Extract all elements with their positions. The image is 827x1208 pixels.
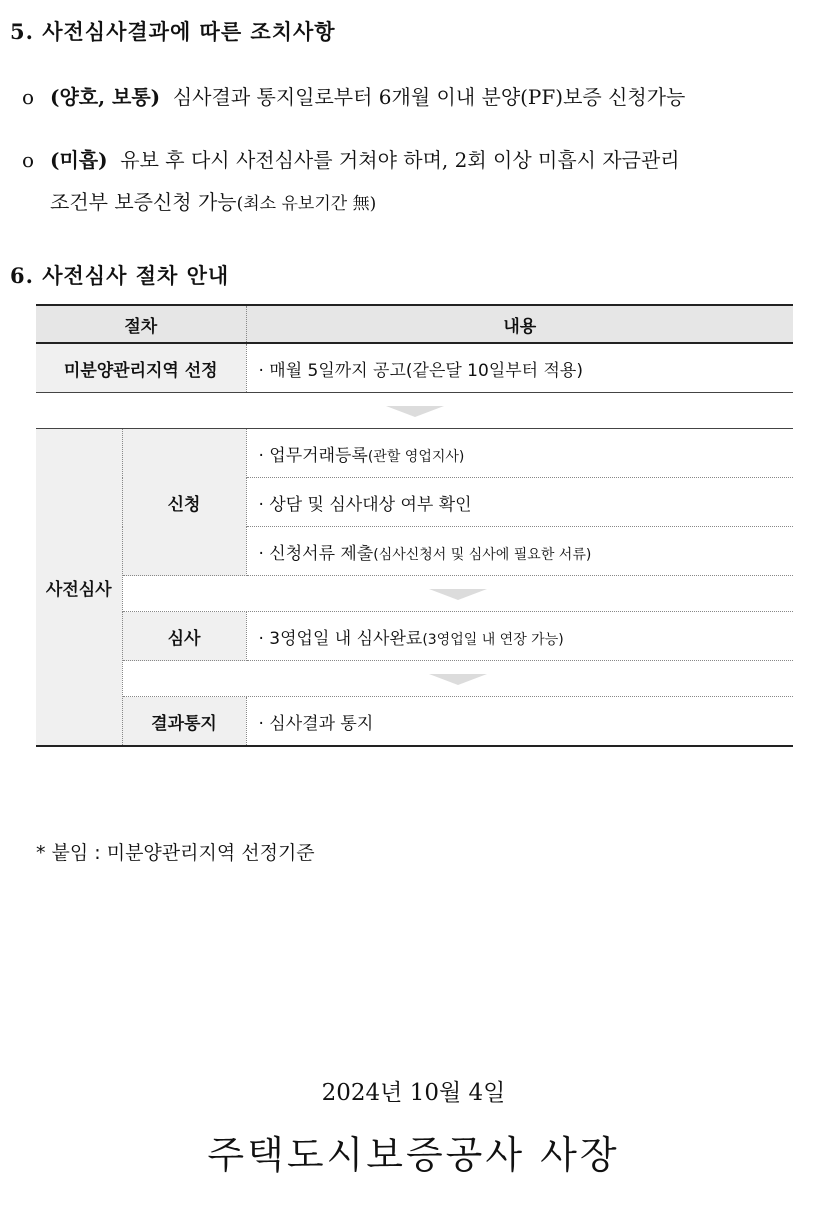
step-label-apply: 신청 — [122, 429, 246, 576]
section5-heading: 5. 사전심사결과에 따른 조치사항 — [10, 19, 336, 44]
section5-item-1 — [22, 81, 685, 113]
item-text-line2: 조건부 보증신청 가능 — [50, 190, 237, 214]
chevron-down-icon — [429, 672, 487, 686]
group-label-prereview: 사전심사 — [36, 429, 122, 747]
col-header-procedure: 절차 — [36, 305, 246, 343]
apply-item-3 — [246, 527, 793, 576]
flow-separator — [36, 576, 793, 612]
col-header-content: 내용 — [246, 305, 793, 343]
step-label-review: 심사 — [122, 612, 246, 661]
apply-item-2 — [246, 478, 793, 527]
flow-arrow-cell — [122, 661, 793, 697]
flow-separator — [36, 393, 793, 429]
attachment-note: * 붙임 : 미분양관리지역 선정기준 — [36, 842, 315, 864]
review-item — [246, 612, 793, 661]
table-row — [36, 697, 793, 747]
apply-item-1-main: · 업무거래등록 — [258, 445, 368, 466]
row-label-designation: 미분양관리지역 선정 — [36, 343, 246, 393]
section5-item-2 — [22, 144, 680, 176]
apply-item-1-note: (관할 영업지사) — [367, 448, 465, 465]
item-text-line2-note: (최소 유보기간 無) — [236, 194, 377, 214]
flow-arrow-cell — [36, 393, 793, 429]
table-row — [36, 343, 793, 393]
apply-item-3-note: (심사신청서 및 심사에 필요한 서류) — [373, 546, 592, 563]
flow-separator — [36, 661, 793, 697]
item-text: 유보 후 다시 사전심사를 거쳐야 하며, 2회 이상 미흡시 자금관리 — [120, 148, 680, 172]
row-content-designation: · 매월 5일까지 공고(같은달 10일부터 적용) — [246, 343, 793, 393]
issuer-signature: 주택도시보증공사 사장 — [207, 1133, 620, 1177]
chevron-down-icon — [386, 404, 444, 418]
table-header-row — [36, 305, 793, 343]
apply-item-1 — [246, 429, 793, 478]
section5-item-2-line2 — [50, 186, 376, 220]
item-label: (미흡) — [50, 148, 108, 172]
result-item-main: · 심사결과 통지 — [258, 713, 374, 734]
section6-heading: 6. 사전심사 절차 안내 — [10, 263, 230, 288]
bullet-marker: o — [22, 85, 35, 109]
item-label: (양호, 보통) — [50, 85, 161, 109]
review-item-main: · 3영업일 내 심사완료 — [258, 628, 423, 649]
document-date: 2024년 10월 4일 — [321, 1080, 506, 1106]
item-text: 심사결과 통지일로부터 6개월 이내 분양(PF)보증 신청가능 — [172, 85, 686, 109]
apply-item-2-main: · 상담 및 심사대상 여부 확인 — [258, 494, 472, 515]
table-row — [36, 429, 793, 478]
result-item — [246, 697, 793, 747]
apply-item-3-main: · 신청서류 제출 — [258, 543, 374, 564]
flow-arrow-cell — [122, 576, 793, 612]
table-row — [36, 612, 793, 661]
review-item-note: (3영업일 내 연장 가능) — [422, 631, 564, 648]
chevron-down-icon — [429, 587, 487, 601]
step-label-result: 결과통지 — [122, 697, 246, 747]
bullet-marker: o — [22, 148, 35, 172]
procedure-table — [36, 304, 793, 747]
